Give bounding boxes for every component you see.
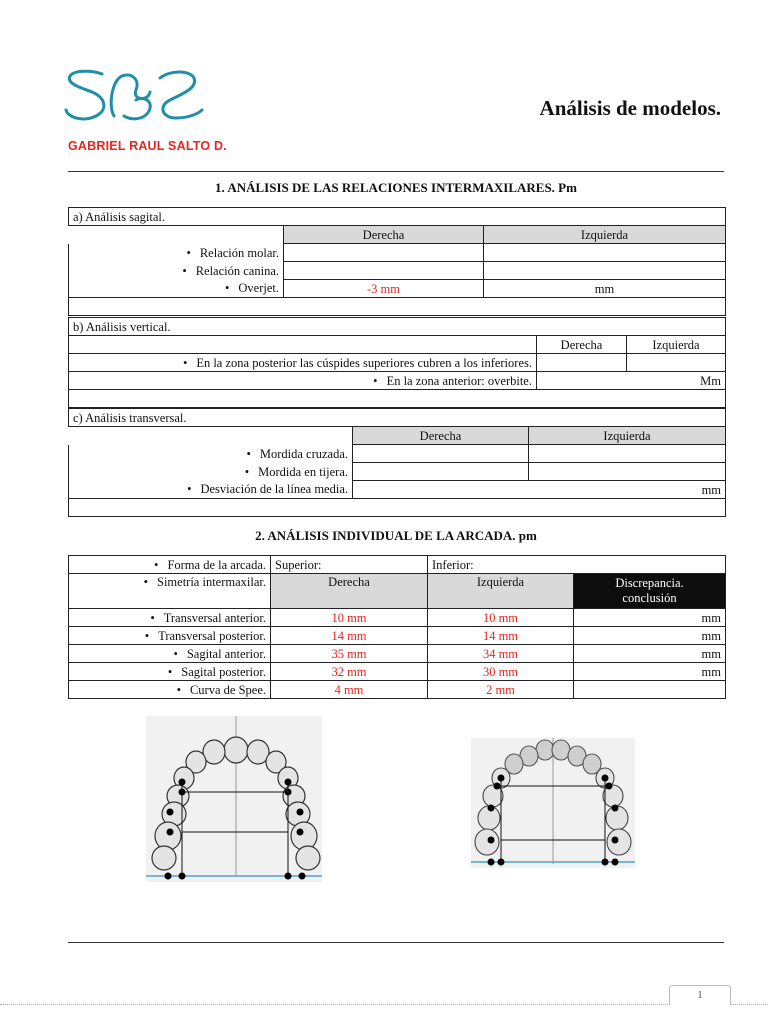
arcada-col-derecha: Derecha — [271, 574, 428, 609]
relacion-molar-derecha[interactable] — [284, 244, 484, 262]
row-label: • Forma de la arcada. — [69, 556, 271, 574]
desviacion-linea-media-value[interactable]: mm — [353, 481, 726, 499]
overjet-derecha[interactable]: -3 mm — [284, 280, 484, 298]
transversal-col-izquierda: Izquierda — [529, 427, 726, 445]
sagital-posterior-derecha[interactable]: 32 mm — [271, 663, 428, 681]
row-label: • Sagital anterior. — [69, 645, 271, 663]
transversal-anterior-discrepancia[interactable]: mm — [574, 609, 726, 627]
mordida-tijera-izquierda[interactable] — [529, 463, 726, 481]
section1-title: 1. ANÁLISIS DE LAS RELACIONES INTERMAXILARES. Pm — [215, 180, 577, 195]
sagital-heading: a) Análisis sagital. — [69, 208, 726, 226]
curva-spee-derecha[interactable]: 4 mm — [271, 681, 428, 699]
author-name: GABRIEL RAUL SALTO D. — [68, 139, 227, 153]
sagital-anterior-derecha[interactable]: 35 mm — [271, 645, 428, 663]
sagital-posterior-izquierda[interactable]: 30 mm — [428, 663, 574, 681]
footer-divider — [68, 942, 724, 943]
row-label: • En la zona posterior las cúspides superiores cubren a los inferiores. — [69, 354, 537, 372]
transversal-posterior-derecha[interactable]: 14 mm — [271, 627, 428, 645]
relacion-molar-izquierda[interactable] — [484, 244, 726, 262]
row-label: • Sagital posterior. — [69, 663, 271, 681]
sagital-col-izquierda: Izquierda — [484, 226, 726, 244]
transversal-posterior-izquierda[interactable]: 14 mm — [428, 627, 574, 645]
row-label: • En la zona anterior: overbite. — [69, 372, 537, 390]
arcada-col-izquierda: Izquierda — [428, 574, 574, 609]
header-divider — [68, 171, 724, 172]
row-label: • Mordida cruzada. — [69, 445, 353, 463]
page-number: 1 — [669, 985, 731, 1005]
arcada-table — [68, 555, 726, 699]
transversal-anterior-izquierda[interactable]: 10 mm — [428, 609, 574, 627]
mordida-cruzada-izquierda[interactable] — [529, 445, 726, 463]
vertical-col-derecha: Derecha — [537, 336, 627, 354]
sagital-anterior-discrepancia[interactable]: mm — [574, 645, 726, 663]
cuspides-derecha[interactable] — [537, 354, 627, 372]
transversal-anterior-derecha[interactable]: 10 mm — [271, 609, 428, 627]
sagital-table — [68, 207, 726, 316]
overbite-value[interactable]: Mm — [537, 372, 726, 390]
vertical-table — [68, 317, 726, 408]
lower-arch-diagram — [471, 738, 635, 868]
section2-title: 2. ANÁLISIS INDIVIDUAL DE LA ARCADA. pm — [255, 528, 537, 543]
mordida-cruzada-derecha[interactable] — [353, 445, 529, 463]
sagital-col-derecha: Derecha — [284, 226, 484, 244]
row-label: • Overjet. — [69, 280, 284, 298]
forma-inferior[interactable]: Inferior: — [428, 556, 726, 574]
row-label: • Curva de Spee. — [69, 681, 271, 699]
cuspides-izquierda[interactable] — [627, 354, 726, 372]
vertical-col-izquierda: Izquierda — [627, 336, 726, 354]
transversal-posterior-discrepancia[interactable]: mm — [574, 627, 726, 645]
transversal-col-derecha: Derecha — [353, 427, 529, 445]
vertical-heading: b) Análisis vertical. — [69, 318, 726, 336]
forma-superior[interactable]: Superior: — [271, 556, 428, 574]
page-bottom-border — [0, 1004, 768, 1006]
transversal-heading: c) Análisis transversal. — [69, 409, 726, 427]
mordida-tijera-derecha[interactable] — [353, 463, 529, 481]
document-title: Análisis de modelos. — [539, 96, 721, 120]
row-label: • Relación canina. — [69, 262, 284, 280]
row-label: • Transversal anterior. — [69, 609, 271, 627]
sbs-logo — [62, 66, 212, 128]
curva-spee-izquierda[interactable]: 2 mm — [428, 681, 574, 699]
row-label: • Transversal posterior. — [69, 627, 271, 645]
relacion-canina-derecha[interactable] — [284, 262, 484, 280]
curva-spee-discrepancia[interactable] — [574, 681, 726, 699]
sagital-anterior-izquierda[interactable]: 34 mm — [428, 645, 574, 663]
transversal-table — [68, 408, 726, 517]
row-label: • Mordida en tijera. — [69, 463, 353, 481]
relacion-canina-izquierda[interactable] — [484, 262, 726, 280]
upper-arch-diagram — [146, 716, 322, 882]
row-label: • Relación molar. — [69, 244, 284, 262]
row-label: • Desviación de la línea media. — [69, 481, 353, 499]
row-label: • Simetría intermaxilar. — [69, 574, 271, 609]
sagital-posterior-discrepancia[interactable]: mm — [574, 663, 726, 681]
overjet-izquierda[interactable]: mm — [484, 280, 726, 298]
arcada-col-discrepancia: Discrepancia. conclusión — [574, 574, 726, 609]
